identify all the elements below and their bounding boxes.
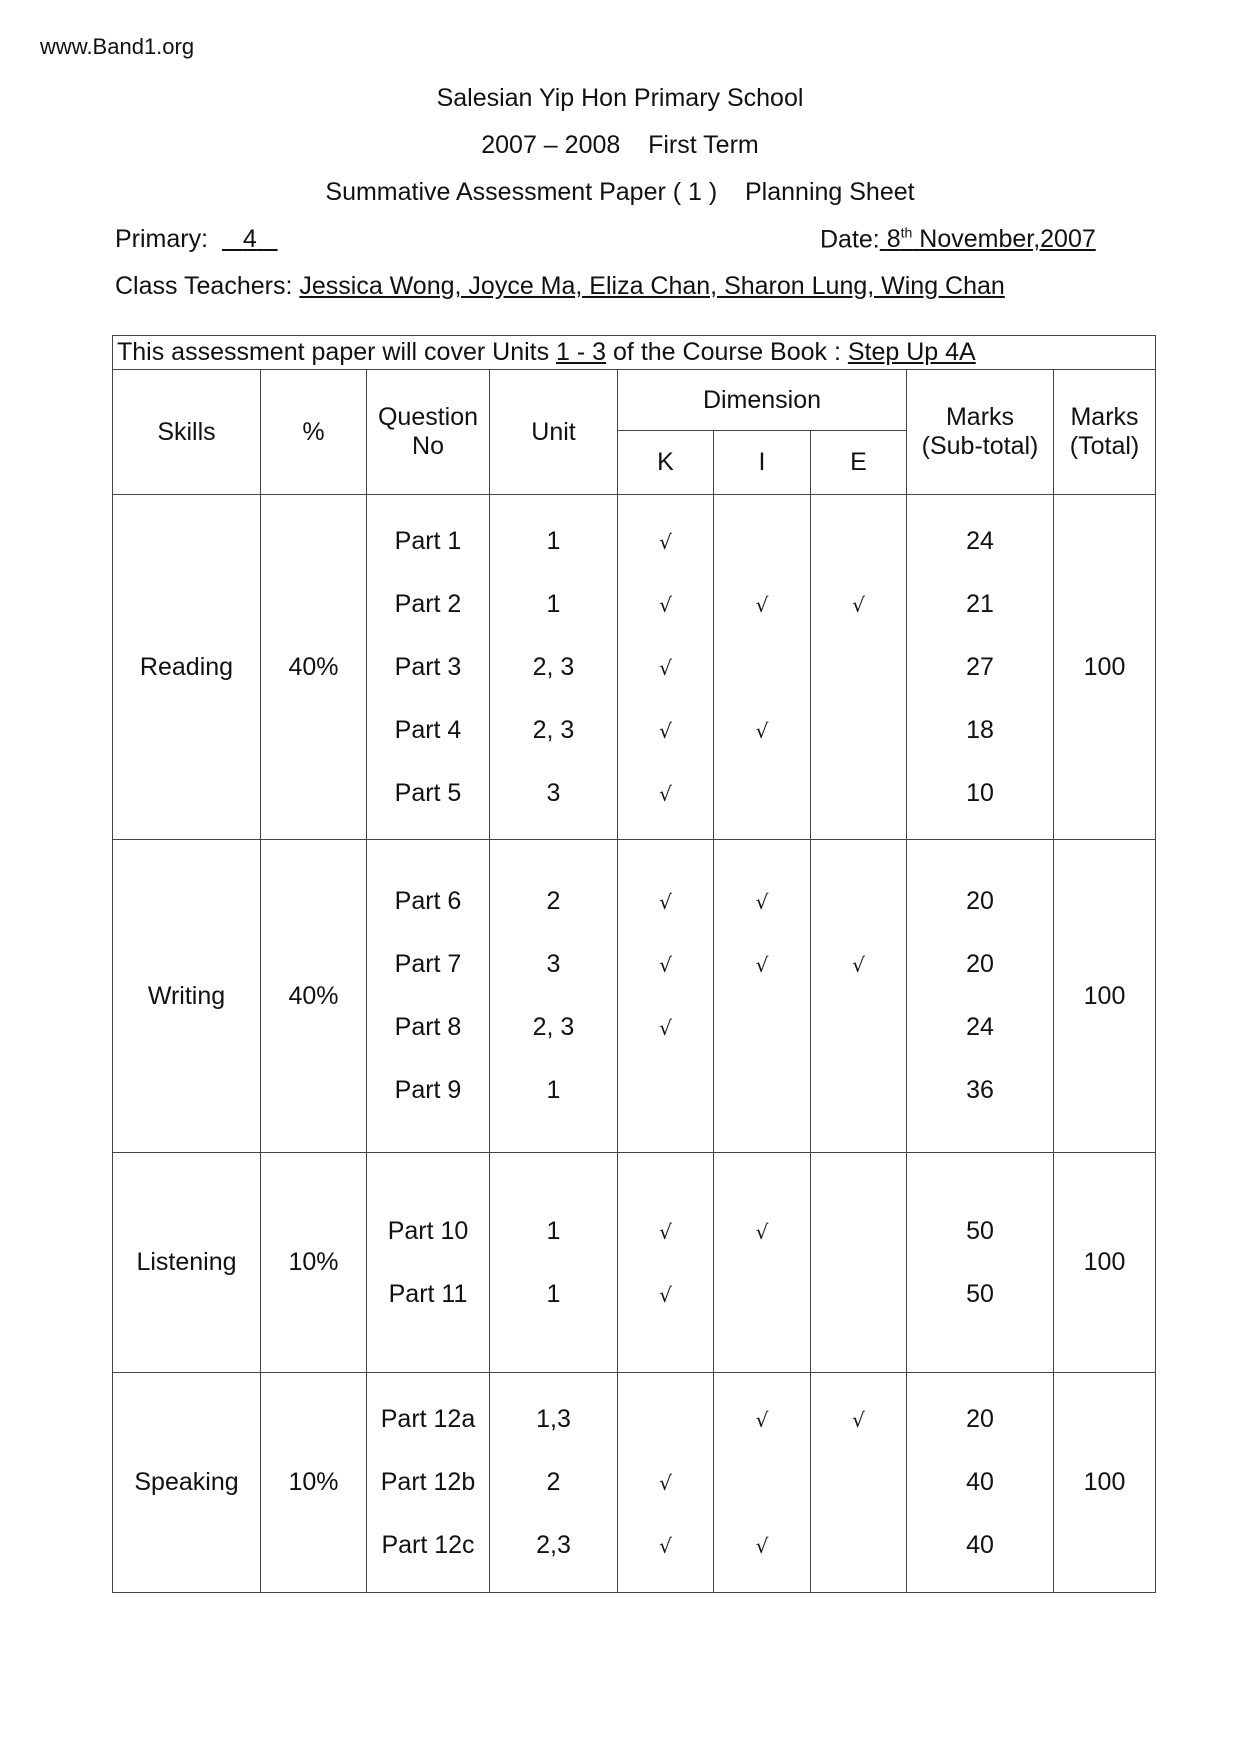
dim-e-list [811,510,906,825]
percent-cell [261,1373,367,1593]
dim-i-list [714,510,810,825]
marks-line [907,699,1053,762]
marks-list [907,510,1053,825]
dim-e-line [811,996,906,1059]
dim-k-line [618,1263,713,1326]
check-mark-icon: √ [755,1408,769,1432]
check-mark-icon: √ [659,592,672,617]
check-mark-icon: √ [659,1219,672,1244]
marks-line [907,1200,1053,1263]
marks-line [907,996,1053,1059]
dim-k-line [618,510,713,573]
check-mark-icon: √ [659,890,672,914]
unit-value: 2,3 [536,1531,571,1559]
unit-line [490,1200,617,1263]
check-mark-icon: √ [659,781,672,806]
dim-e-line [811,1059,906,1122]
dim-k-line [618,1388,713,1451]
skill-percent: 10% [288,1468,339,1496]
check-mark-icon: √ [755,1534,769,1558]
skill-name: Reading [139,652,234,681]
unit-cell [490,1153,618,1373]
dimension-e-cell [811,1153,907,1373]
unit-line [490,636,617,699]
dimension-e-cell [811,495,907,840]
subtotal-cell [907,1373,1054,1593]
dim-e-line [811,1200,906,1263]
qno-line1: Question [377,403,479,431]
check-mark-icon: √ [755,953,769,977]
check-mark-icon: √ [755,890,769,914]
dim-k-line [618,1451,713,1514]
unit-value: 1 [546,526,561,555]
question-cell [367,1373,490,1593]
dim-i-line [714,699,810,762]
header-skills: Skills [113,370,261,495]
header-i: I [714,431,811,495]
subtotal-marks: 50 [966,1216,994,1245]
skill-cell [113,495,261,840]
unit-line [490,762,617,825]
question-no: Part 8 [394,1013,462,1041]
question-cell [367,840,490,1153]
dimension-k-cell [618,495,714,840]
question-no: Part 12c [381,1531,475,1559]
subtotal-marks: 27 [966,652,994,681]
paper-line [0,178,1240,207]
check-mark-icon: √ [659,1534,672,1558]
dimension-i-cell [714,495,811,840]
dim-i-line [714,1451,810,1514]
subtotal-marks: 24 [966,1013,994,1041]
total-marks: 100 [1083,1468,1126,1496]
unit-value: 1 [546,1216,561,1245]
marks-line [907,510,1053,573]
marks-line [907,1059,1053,1122]
check-mark-icon: √ [659,529,672,554]
marks-line [907,933,1053,996]
unit-line [490,1514,617,1577]
question-line [367,1514,489,1577]
unit-value: 2, 3 [532,715,575,744]
dimension-i-cell [714,1153,811,1373]
subtotal-marks: 20 [966,1405,994,1433]
dim-k-line [618,870,713,933]
question-cell [367,495,490,840]
skill-name: Listening [136,1248,237,1276]
skill-group-row [113,840,1156,1153]
cover-mid: of the Course Book : [606,338,848,366]
unit-value: 3 [546,778,561,807]
skill-group-row [113,1373,1156,1593]
unit-value: 2, 3 [532,652,575,681]
dim-i-line [714,933,810,996]
dim-i-line [714,1263,810,1326]
dimension-e-cell [811,840,907,1153]
question-line [367,1263,489,1326]
question-cell [367,1153,490,1373]
unit-list [490,510,617,825]
unit-value: 2 [546,887,561,915]
unit-value: 1 [546,589,561,618]
dim-k-line [618,1059,713,1122]
dim-k-line [618,573,713,636]
unit-line [490,1059,617,1122]
unit-line [490,1388,617,1451]
total-cell [1054,495,1156,840]
check-mark-icon: √ [659,718,672,743]
watermark: www.Band1.org [40,34,195,59]
subtotal-marks: 24 [966,526,994,555]
check-mark-icon: √ [659,655,672,680]
sub-line1: Marks [945,403,1015,431]
tot-line1: Marks [1070,403,1139,431]
subtotal-cell [907,840,1054,1153]
dim-k-line [618,636,713,699]
percent-cell [261,840,367,1153]
header-percent: % [261,370,367,495]
check-mark-icon: √ [852,1408,865,1432]
dim-e-line [811,762,906,825]
question-line [367,1200,489,1263]
planning-table [112,335,1156,1593]
dim-i-line [714,636,810,699]
subtotal-marks: 20 [966,950,994,978]
dim-e-line [811,573,906,636]
date-label: Date: [820,225,880,254]
question-no: Part 3 [394,652,462,681]
dim-k-line [618,699,713,762]
dim-i-line [714,1388,810,1451]
dim-i-line [714,1200,810,1263]
date-day: 8 [886,225,901,254]
header-dimension: Dimension [618,370,907,431]
question-list [367,510,489,825]
header-subtotal [907,370,1054,495]
header-e: E [811,431,907,495]
dim-k-list [618,1200,713,1326]
question-line [367,636,489,699]
dim-e-line [811,933,906,996]
skill-cell [113,1373,261,1593]
check-mark-icon: √ [755,592,769,617]
question-line [367,573,489,636]
skill-group-row [113,1153,1156,1373]
dim-i-list [714,1200,810,1326]
check-mark-icon: √ [755,718,769,743]
teachers-label: Class Teachers: [115,272,293,300]
marks-line [907,1451,1053,1514]
skill-percent: 40% [288,652,339,681]
dim-k-line [618,996,713,1059]
term: First Term [648,131,759,159]
sub-line2: (Sub-total) [921,432,1039,460]
dimension-k-cell [618,840,714,1153]
unit-line [490,933,617,996]
question-list [367,1388,489,1577]
primary-line [115,225,278,254]
total-cell [1054,1373,1156,1593]
question-line [367,1388,489,1451]
teachers-line [115,272,1005,301]
unit-list [490,1200,617,1326]
dim-k-line [618,1200,713,1263]
marks-line [907,636,1053,699]
dim-k-list [618,1388,713,1577]
marks-line [907,573,1053,636]
cover-book: Step Up 4A [847,338,976,366]
marks-list [907,1388,1053,1577]
question-list [367,1200,489,1326]
check-mark-icon: √ [659,953,672,977]
dim-e-line [811,1451,906,1514]
check-mark-icon: √ [852,592,865,617]
dim-e-list [811,1388,906,1577]
question-line [367,933,489,996]
question-no: Part 11 [388,1279,468,1308]
dimension-k-cell [618,1153,714,1373]
question-no: Part 2 [394,589,462,618]
dim-e-line [811,1388,906,1451]
question-no: Part 7 [394,950,462,978]
unit-line [490,699,617,762]
skill-percent: 40% [288,981,339,1010]
unit-value: 2 [546,1468,561,1496]
question-list [367,870,489,1122]
date-line [820,225,1096,254]
unit-line [490,573,617,636]
primary-number: 4 [242,225,257,253]
coverage-row [113,336,1156,370]
unit-line [490,870,617,933]
dim-e-line [811,699,906,762]
skill-group-row [113,495,1156,840]
cover-pre: This assessment paper will cover Units [117,338,557,366]
teachers-value: Jessica Wong, Joyce Ma, Eliza Chan, Sharon Lung, Wing Chan [299,272,1005,300]
marks-line [907,1514,1053,1577]
subtotal-marks: 10 [966,778,994,807]
subtotal-marks: 20 [966,887,994,915]
question-line [367,1451,489,1514]
dim-i-list [714,870,810,1122]
cover-units: 1 - 3 [556,338,607,366]
dim-k-line [618,762,713,825]
unit-list [490,870,617,1122]
check-mark-icon: √ [659,1471,672,1495]
dimension-i-cell [714,1373,811,1593]
dimension-i-cell [714,840,811,1153]
question-no: Part 12a [380,1405,476,1433]
question-line [367,699,489,762]
dim-e-line [811,1263,906,1326]
subtotal-marks: 21 [966,589,994,618]
dim-k-line [618,1514,713,1577]
question-line [367,510,489,573]
subtotal-cell [907,1153,1054,1373]
subtotal-marks: 18 [966,715,994,744]
dim-i-line [714,996,810,1059]
subtotal-cell [907,495,1054,840]
dim-i-line [714,1059,810,1122]
skill-cell [113,1153,261,1373]
question-line [367,996,489,1059]
total-marks: 100 [1083,981,1126,1010]
dim-i-line [714,1514,810,1577]
skill-name: Speaking [134,1468,239,1496]
unit-line [490,510,617,573]
subtotal-marks: 36 [966,1076,994,1104]
marks-line [907,1263,1053,1326]
unit-cell [490,1373,618,1593]
skill-cell [113,840,261,1153]
dim-k-list [618,510,713,825]
term-line [0,131,1240,160]
marks-list [907,870,1053,1122]
primary-label: Primary: [115,225,209,253]
school-name: Salesian Yip Hon Primary School [436,84,804,112]
dim-k-line [618,933,713,996]
header-question-no [367,370,490,495]
unit-value: 3 [546,950,561,978]
check-mark-icon: √ [659,1016,672,1040]
unit-value: 1,3 [536,1405,571,1433]
marks-line [907,870,1053,933]
date-value [880,225,1096,253]
unit-value: 2, 3 [532,1013,575,1041]
dim-i-line [714,870,810,933]
check-mark-icon: √ [852,953,865,977]
question-line [367,1059,489,1122]
total-cell [1054,840,1156,1153]
dim-i-list [714,1388,810,1577]
dimension-k-cell [618,1373,714,1593]
skill-name: Writing [147,981,226,1010]
question-line [367,870,489,933]
question-no: Part 12b [380,1468,476,1496]
unit-line [490,996,617,1059]
total-marks: 100 [1083,1248,1126,1276]
skill-percent: 10% [288,1248,339,1276]
marks-line [907,1388,1053,1451]
question-no: Part 6 [394,887,462,915]
total-marks: 100 [1083,652,1126,681]
unit-line [490,1263,617,1326]
check-mark-icon: √ [659,1282,672,1307]
question-no: Part 9 [394,1076,462,1104]
year: 2007 – 2008 [481,131,621,159]
dim-e-line [811,636,906,699]
question-line [367,762,489,825]
marks-list [907,1200,1053,1326]
unit-cell [490,840,618,1153]
dimension-e-cell [811,1373,907,1593]
unit-cell [490,495,618,840]
dim-e-list [811,1200,906,1326]
question-no: Part 4 [394,715,462,744]
date-sup: th [900,225,913,241]
header-total [1054,370,1156,495]
percent-cell [261,1153,367,1373]
question-no: Part 1 [394,526,462,555]
total-cell [1054,1153,1156,1373]
dim-e-line [811,870,906,933]
dim-e-list [811,870,906,1122]
check-mark-icon: √ [755,1219,769,1244]
subtotal-marks: 50 [966,1279,994,1308]
dim-i-line [714,510,810,573]
marks-line [907,762,1053,825]
unit-value: 1 [546,1076,561,1104]
header-k: K [618,431,714,495]
dim-k-list [618,870,713,1122]
unit-line [490,1451,617,1514]
header-unit: Unit [490,370,618,495]
percent-cell [261,495,367,840]
dim-e-line [811,510,906,573]
paper-title: Summative Assessment Paper ( 1 ) [325,178,718,206]
qno-line2: No [412,432,444,460]
date-rest: November,2007 [912,225,1096,254]
question-no: Part 10 [387,1216,469,1245]
question-no: Part 5 [394,778,462,807]
dim-i-line [714,573,810,636]
unit-list [490,1388,617,1577]
unit-value: 1 [546,1279,561,1308]
dim-i-line [714,762,810,825]
sheet-title: Planning Sheet [745,178,915,206]
subtotal-marks: 40 [966,1468,994,1496]
subtotal-marks: 40 [966,1531,994,1559]
primary-value [222,225,278,253]
tot-line2: (Total) [1069,432,1140,460]
dim-e-line [811,1514,906,1577]
